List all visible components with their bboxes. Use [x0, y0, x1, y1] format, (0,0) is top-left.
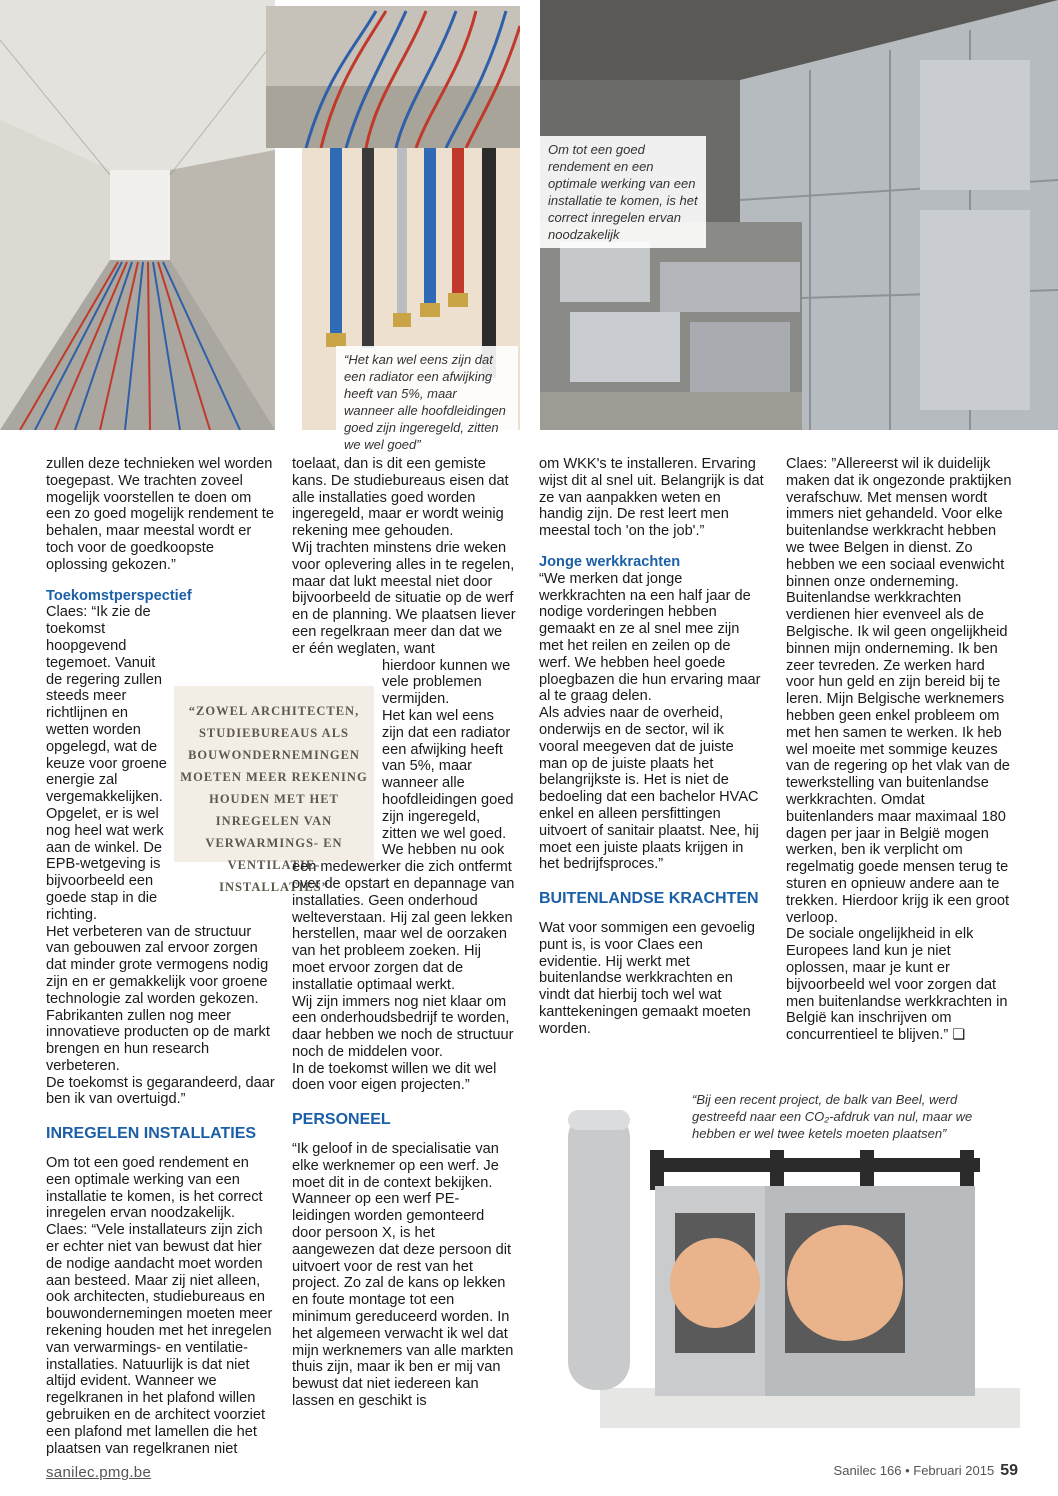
page-footer — [834, 1462, 1018, 1480]
paragraph: Claes: “Ik zie de toekomst hoopgevend tegemoet. Vanuit de regering zullen steeds meer richtlijnen en wetten worden opgelegd, wat de keuze voor groene energie zal vergemakkelijken. Opgelet, er is wel nog heel wat werk aan de winkel. De EPB-wetgeving is bijvoorbeeld een goede stap in die richting. — [46, 604, 167, 923]
paragraph: Het kan wel eens zijn dat een radiator een afwijking heeft van 5%, maar wanneer alle hoofdleidingen goed zijn ingeregeld, zitten we wel goed. — [382, 707, 514, 842]
paragraph: We hebben nu ook — [382, 842, 505, 859]
paragraph: Wat voor sommigen een gevoelig punt is, is voor Claes een evidentie. Hij werkt met buitenlandse werkkrachten en vindt dat hierbij toch wel wat kanttekeningen gemaakt moeten worden. — [539, 919, 756, 1037]
paragraph: toelaat, dan is dit een gemiste kans. De studiebureaus eisen dat alle installaties goed worden ingeregeld, maar er wordt weinig rekening mee gehouden. — [292, 456, 509, 540]
paragraph: een medewerker die zich ontfermt over de opstart en depannage van installaties. Geen onderhoud welteverstaan. Hij zal geen lekken herstellen, maar wel de oorzaken van het probleem zoeken. Hij moet ervoor zorgen dat de installatie optimaal werkt. — [292, 859, 515, 993]
section-heading-inregelen: INREGELEN INSTALLATIES — [46, 1125, 257, 1143]
caption-top-right: Om tot een goed rendement en een optimale werking van een installatie te komen, is het correct inregelen ervan noodzakelijk — [540, 136, 706, 248]
column-1 — [46, 456, 276, 1457]
tubing-photo — [266, 6, 520, 148]
paragraph: Claes: ”Allereerst wil ik duidelijk maken dat ik ongezonde praktijken verafschuw. Met mensen wordt immers niet gehandeld. Voor elke buitenlandse werkkracht hebben we twee Belgen in dienst. Zo hebben we een sociaal evenwicht binnen onze onderneming. Buitenlandse werkkrachten verdienen hier evenveel als de Belgische. Ik wil geen ongelijkheid binnen mijn onderneming. Ik ben zeer tevreden. Ze werken hard voor hun geld en zijn bereid bij te leren. Mijn Belgische werknemers hebben geen enkel probleem om met hen samen te werken. Ik heb wel moeite met sommige keuzes van de regering op het vlak van de tewerkstelling van buitenlandse werkkrachten. Omdat buitenlanders maar maximaal 180 dagen per jaar in België mogen werken, ben ik verplicht om regelmatig goede mensen terug te sturen en opnieuw andere aan te trekken. Hierdoor krijg ik een groot verloop. — [786, 456, 1012, 926]
paragraph: De sociale ongelijkheid in elk Europees land kun je niet oplossen, maar je kunt er bijvoorbeeld wel voor zorgen dat men buitenlandse werkkrachten in België kan inschrijven om concurrentieel te blijven.” ❏ — [786, 926, 1008, 1044]
subheading-jonge-werkkrachten: Jonge werkkrachten — [539, 553, 681, 570]
paragraph: Claes: “Vele installateurs zijn zich er echter niet van bewust dat hier de nodige aandacht moet worden aan besteed. Maar zij niet alleen, ook architecten, studiebureaus en bouwondernemingen moeten meer rekening houden met het inregelen van verwarmings- en ventilatie-installaties. Natuurlijk is dat niet altijd evident. Wanneer we regelkranen in het plafond willen gebruiken en de architect voorziet een plafond met lamellen die het plaatsen van regelkranen niet — [46, 1222, 273, 1457]
paragraph: Het verbeteren van de structuur van gebouwen zal ervoor zorgen dat minder grote vermogens nodig zijn en er gemakkelijk voor groene technologie zal worden gekozen. Fabrikanten zullen nog meer innovatieve producten op de markt brengen en hun research verbeteren. — [46, 923, 270, 1074]
column-4 — [786, 456, 1016, 1044]
paragraph: “We merken dat jonge werkkrachten na een half jaar de nodige vorderingen hebben gemaakt en ze al snel mee zijn met het reilen en zeilen op de werf. We hebben heel goede ploegbazen die hun ervaring maar al te graag delen. — [539, 570, 761, 705]
column-2 — [292, 456, 517, 1410]
paragraph: Als advies naar de overheid, onderwijs en de sector, wil ik vooral meegeven dat de juiste man op de juiste plaats het belangrijkste is. Het is niet de bedoeling dat een bachelor HVAC enkel en alleen persfittingen uitvoert of sanitair plaatst. Nee, hij moet een juiste plaats krijgen in het bedrijfsproces.” — [539, 705, 759, 873]
ductwork-photo — [540, 222, 802, 430]
paragraph: hierdoor kunnen we vele problemen vermijden. — [382, 657, 511, 708]
subheading-toekomstperspectief: Toekomstperspectief — [46, 587, 192, 604]
paragraph: “Ik geloof in de specialisatie van elke werknemer op een werf. Je moet dit in de context bekijken. Wanneer op een werf PE-leidingen worden gemonteerd door persoon X, is het aangewezen dat deze persoon dit uitvoert voor de rest van het project. Zo zal de kans op lekken en foute montage tot een minimum gereduceerd worden. In het algemeen verwacht ik wel dat mijn werknemers van alle markten thuis zijn, maar ik ben er mij van bewust dat niet iedereen kan lassen en geschikt is — [292, 1141, 514, 1410]
paragraph: om WKK's te installeren. Ervaring wijst dit al snel uit. Belangrijk is dat ze van aanpakken weten en handig zijn. De rest leert men meestal toch 'on the job'.” — [539, 456, 764, 540]
caption-middle: “Het kan wel eens zijn dat een radiator een afwijking heeft van 5%, maar wanneer alle hoofdleidingen goed zijn ingeregeld, zitten we wel goed” — [336, 346, 518, 458]
paragraph: Wij trachten minstens drie weken voor oplevering alles in te regelen, maar dat lukt meestal niet door bijvoorbeeld de situatie op de werf en de planning. We plaatsen liever een regelkraan meer dan dat we er één weglaten, want — [292, 539, 516, 657]
paragraph: Wij zijn immers nog niet klaar om een onderhoudsbedrijf te worden, daar hebben we noch de structuur noch de middelen voor. — [292, 993, 514, 1060]
paragraph: Om tot een goed rendement en een optimale werking van een installatie te komen, is het correct inregelen ervan noodzakelijk. — [46, 1155, 263, 1222]
paragraph: De toekomst is gegarandeerd, daar ben ik van overtuigd.” — [46, 1074, 275, 1108]
column-3 — [539, 456, 764, 1038]
section-heading-personeel: PERSONEEL — [292, 1111, 391, 1129]
section-heading-buitenlandse: BUITENLANDSE KRACHTEN — [539, 890, 759, 908]
page-number: 59 — [1000, 1462, 1018, 1479]
site-url-link[interactable]: sanilec.pmg.be — [46, 1464, 152, 1481]
paragraph: zullen deze technieken wel worden toegepast. We trachten zoveel mogelijk voorstellen te doen om een zo goed mogelijk rendement te behalen, maar meestal wordt er toch voor de goedkoopste oplossing gekozen.” — [46, 456, 274, 573]
caption-boiler: “Bij een recent project, de balk van Beel, werd gestreefd naar een CO₂-afdruk van nul, maar we hebben er wel twee ketels moeten plaatsen” — [684, 1086, 1000, 1147]
issue-info: Sanilec 166 • Februari 2015 — [833, 1463, 995, 1478]
paragraph: In de toekomst willen we dit wel doen voor eigen projecten.” — [292, 1060, 497, 1094]
corridor-photo — [0, 0, 275, 430]
pull-quote: “ZOWEL ARCHITECTEN, STUDIEBUREAUS ALS BOUWONDERNEMINGEN MOETEN MEER REKENING HOUDEN MET HET INREGELEN VAN VERWARMINGS- EN VENTILATIE-INSTALLATIES” — [174, 686, 374, 862]
